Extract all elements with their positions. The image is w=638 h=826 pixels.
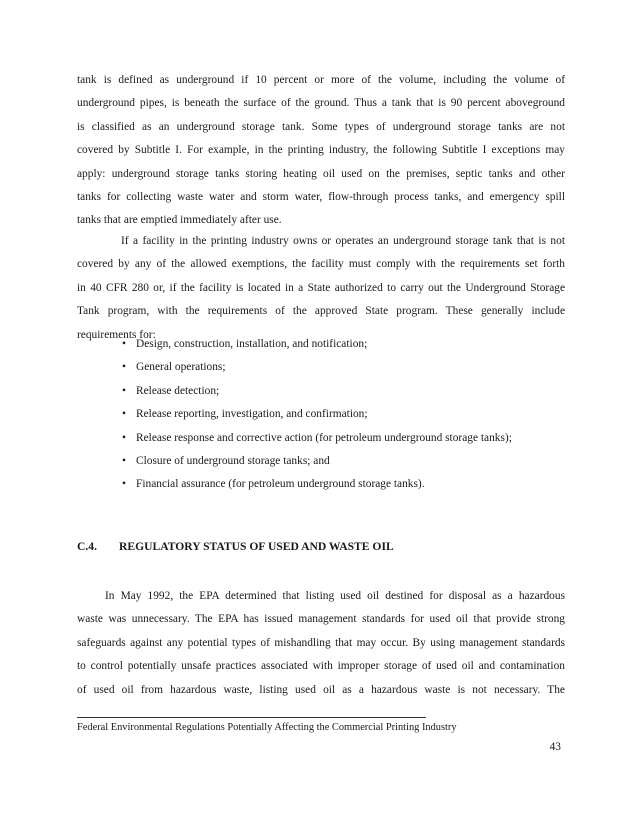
section-title: REGULATORY STATUS OF USED AND WASTE OIL	[119, 540, 394, 553]
bullet-icon: •	[122, 361, 126, 374]
bullet-icon: •	[122, 454, 126, 467]
bullet-icon: •	[122, 384, 126, 397]
text-line: in 40 CFR 280 or, if the facility is located in a State authorized to carry out the Underground Storage	[77, 281, 565, 294]
paragraph-underground-definition	[77, 69, 565, 233]
list-item: • Release response and corrective action (for petroleum underground storage tanks);	[77, 427, 565, 450]
list-item: • Closure of underground storage tanks; and	[77, 450, 565, 473]
list-item: • Financial assurance (for petroleum underground storage tanks).	[77, 473, 565, 496]
text-line: of used oil from hazardous waste, listing used oil as a hazardous waste is not necessary. The	[77, 683, 565, 696]
text-line: requirements for:	[77, 328, 156, 341]
list-item: • Release detection;	[77, 380, 565, 403]
bullet-icon: •	[122, 478, 126, 491]
list-item: • Design, construction, installation, and notification;	[77, 333, 565, 356]
footer-divider	[77, 717, 426, 718]
footer-title: Federal Environmental Regulations Potentially Affecting the Commercial Printing Industry	[77, 722, 457, 733]
list-item: • General operations;	[77, 356, 565, 379]
paragraph-facility-requirements	[77, 230, 565, 347]
text-line: covered by any of the allowed exemptions, the facility must comply with the requirements set forth	[77, 258, 565, 271]
text-line: covered by Subtitle I. For example, in the printing industry, the following Subtitle I exceptions may	[77, 144, 565, 157]
text-line: tanks that are emptied immediately after use.	[77, 214, 282, 227]
text-line: apply: underground storage tanks storing heating oil used on the premises, septic tanks and other	[77, 167, 565, 180]
text-line: waste was unnecessary. The EPA has issued management standards for used oil that provide strong	[77, 613, 565, 626]
text-line: If a facility in the printing industry owns or operates an underground storage tank that is not	[121, 235, 565, 247]
section-number: C.4.	[77, 540, 97, 553]
text-line: tanks for collecting waste water and storm water, flow-through process tanks, and emergency spill	[77, 190, 565, 203]
text-line: safeguards against any potential types of mishandling that may occur. By using management standards	[77, 636, 565, 649]
page-number: 43	[549, 741, 561, 753]
text-line: In May 1992, the EPA determined that listing used oil destined for disposal as a hazardous	[105, 590, 565, 602]
text-line: tank is defined as underground if 10 percent or more of the volume, including the volume of	[77, 74, 565, 86]
bullet-icon: •	[122, 338, 126, 350]
text-line: Tank program, with the requirements of the approved State program. These generally include	[77, 305, 565, 318]
bullet-icon: •	[122, 408, 126, 421]
text-line: is classified as an underground storage tank. Some types of underground storage tanks are not	[77, 120, 565, 133]
text-line: to control potentially unsafe practices associated with improper storage of used oil and contamination	[77, 660, 565, 673]
paragraph-used-oil	[77, 585, 565, 702]
text-line: underground pipes, is beneath the surface of the ground. Thus a tank that is 90 percent aboveground	[77, 97, 565, 110]
list-item: • Release reporting, investigation, and confirmation;	[77, 403, 565, 426]
requirements-list	[77, 333, 565, 497]
section-heading	[77, 540, 394, 553]
bullet-icon: •	[122, 431, 126, 444]
